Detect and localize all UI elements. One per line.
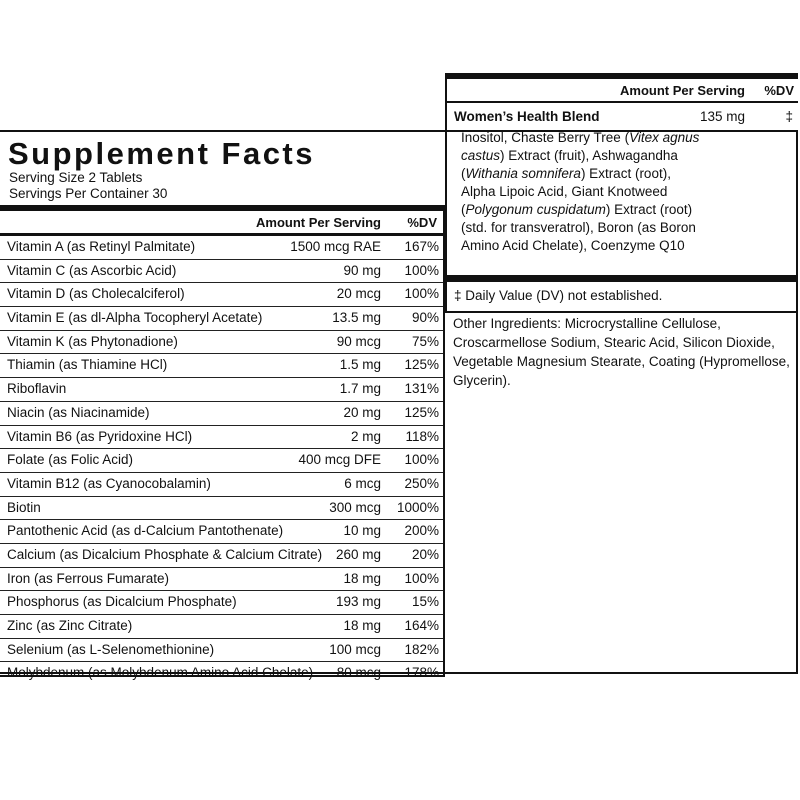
nutrient-dv: 1000% bbox=[396, 499, 439, 515]
nutrient-amount: 300 mcg bbox=[329, 499, 381, 515]
nutrient-dv: 118% bbox=[405, 428, 439, 444]
nutrient-amount: 20 mcg bbox=[336, 286, 381, 302]
nutrient-amount: 193 mg bbox=[335, 594, 381, 610]
nutrient-amount: 18 mg bbox=[343, 618, 381, 633]
nutrient-dv: 90% bbox=[411, 310, 439, 326]
nutrient-name: Pantothenic Acid (as d-Calcium Pantothenate) bbox=[7, 523, 284, 539]
nutrient-dv: 100% bbox=[404, 452, 439, 468]
nutrient-dv: 250% bbox=[404, 475, 439, 491]
nutrient-name: Vitamin K (as Phytonadione) bbox=[7, 333, 178, 349]
nutrient-amount: 400 mcg DFE bbox=[298, 452, 381, 468]
nutrient-dv: 15% bbox=[411, 594, 439, 610]
nutrient-dv: 75% bbox=[411, 333, 439, 349]
nutrient-amount: 1500 mcg RAE bbox=[290, 239, 381, 254]
nutrient-amount: 260 mg bbox=[335, 546, 381, 562]
blend-name: Women’s Health Blend bbox=[454, 109, 600, 124]
blend-ingredients: Inositol, Chaste Berry Tree (Vitex agnus castus) Extract (fruit), Ashwagandha (Withania somnifera) Extract (root), Alpha Lipoic Acid, Giant Knotweed (Polygonum cuspidatum) Extract (root) (std. for transveratrol), Boron (as Boron Amino Acid Chelate), Coenzyme Q10 bbox=[461, 130, 700, 253]
footnote-rule bbox=[447, 311, 798, 313]
nutrient-dv: 200% bbox=[404, 523, 439, 539]
nutrient-table bbox=[0, 205, 445, 681]
other-ingredients: Other Ingredients: Microcrystalline Cellulose, Croscarmellose Sodium, Stearic Acid, Silicon Dioxide, Vegetable Magnesium Stearate, Coating (Hypromellose, Glycerin). bbox=[453, 316, 790, 388]
nutrient-name: Vitamin B12 (as Cyanocobalamin) bbox=[7, 475, 211, 491]
nutrient-name: Selenium (as L-Selenomethionine) bbox=[7, 641, 215, 657]
nutrient-row bbox=[0, 615, 443, 639]
blend-dv: ‡ bbox=[785, 109, 793, 124]
nutrient-name: Molybdenum (as Molybdenum Amino Acid Chelate) bbox=[7, 665, 314, 681]
nutrient-table-header bbox=[0, 211, 443, 236]
nutrient-name: Calcium (as Dicalcium Phosphate & Calcium Citrate) bbox=[7, 546, 323, 562]
nutrient-amount: 100 mcg bbox=[329, 641, 381, 657]
nutrient-dv: 131% bbox=[404, 381, 439, 397]
nutrient-row bbox=[0, 520, 443, 544]
nutrient-dv: 100% bbox=[404, 570, 439, 586]
nutrient-name: Vitamin E (as dl-Alpha Tocopheryl Acetate) bbox=[7, 310, 263, 326]
amount-header: Amount Per Serving bbox=[256, 215, 381, 230]
nutrient-dv: 100% bbox=[404, 286, 439, 302]
nutrient-rows bbox=[0, 236, 443, 685]
nutrient-name: Thiamin (as Thiamine HCl) bbox=[7, 357, 168, 373]
nutrient-name: Zinc (as Zinc Citrate) bbox=[7, 618, 133, 633]
nutrient-amount: 2 mg bbox=[350, 428, 381, 444]
nutrient-dv: 164% bbox=[404, 618, 439, 633]
nutrient-dv: 182% bbox=[404, 641, 439, 657]
nutrient-row bbox=[0, 283, 443, 307]
nutrient-row bbox=[0, 260, 443, 284]
nutrient-name: Iron (as Ferrous Fumarate) bbox=[7, 570, 170, 586]
nutrient-row bbox=[0, 591, 443, 615]
nutrient-amount: 1.7 mg bbox=[339, 381, 381, 397]
nutrient-name: Niacin (as Niacinamide) bbox=[7, 404, 150, 420]
nutrient-row bbox=[0, 544, 443, 568]
nutrient-row bbox=[0, 449, 443, 473]
nutrient-row bbox=[0, 402, 443, 426]
nutrient-name: Vitamin A (as Retinyl Palmitate) bbox=[7, 239, 196, 254]
serving-info bbox=[9, 170, 167, 202]
dv-footnote: ‡ Daily Value (DV) not established. bbox=[454, 288, 663, 303]
nutrient-name: Phosphorus (as Dicalcium Phosphate) bbox=[7, 594, 237, 610]
nutrient-amount: 80 mcg bbox=[336, 665, 381, 681]
nutrient-row bbox=[0, 639, 443, 663]
blend-amount: 135 mg bbox=[699, 109, 745, 124]
nutrient-amount: 10 mg bbox=[343, 523, 381, 539]
blend-amount-header: Amount Per Serving bbox=[620, 83, 745, 98]
blend-section bbox=[445, 73, 798, 313]
nutrient-dv: 178% bbox=[404, 665, 439, 681]
nutrient-amount: 90 mcg bbox=[336, 333, 381, 349]
nutrient-amount: 1.5 mg bbox=[339, 357, 381, 373]
nutrient-row bbox=[0, 354, 443, 378]
panel-title: Supplement Facts bbox=[8, 136, 315, 171]
nutrient-amount: 20 mg bbox=[343, 404, 381, 420]
nutrient-row bbox=[0, 378, 443, 402]
nutrient-row bbox=[0, 236, 443, 260]
blend-row bbox=[447, 105, 798, 127]
nutrient-name: Folate (as Folic Acid) bbox=[7, 452, 134, 468]
nutrient-name: Vitamin B6 (as Pyridoxine HCl) bbox=[7, 428, 193, 444]
nutrient-name: Biotin bbox=[7, 499, 41, 515]
nutrient-row bbox=[0, 568, 443, 592]
nutrient-dv: 100% bbox=[404, 262, 439, 278]
nutrient-row bbox=[0, 473, 443, 497]
nutrient-row bbox=[0, 497, 443, 521]
nutrient-dv: 125% bbox=[404, 404, 439, 420]
nutrient-amount: 6 mcg bbox=[344, 475, 381, 491]
nutrient-dv: 125% bbox=[404, 357, 439, 373]
blend-bottom-rule bbox=[447, 275, 798, 282]
nutrient-name: Vitamin D (as Cholecalciferol) bbox=[7, 286, 185, 302]
nutrient-name: Riboflavin bbox=[7, 381, 67, 397]
dv-header: %DV bbox=[407, 215, 437, 230]
blend-table-header bbox=[447, 79, 798, 103]
nutrient-amount: 90 mg bbox=[343, 262, 381, 278]
nutrient-row bbox=[0, 331, 443, 355]
nutrient-dv: 20% bbox=[411, 546, 439, 562]
servings-per-container: Servings Per Container 30 bbox=[9, 186, 168, 201]
nutrient-amount: 18 mg bbox=[343, 570, 381, 586]
nutrient-dv: 167% bbox=[404, 239, 439, 254]
nutrient-row bbox=[0, 662, 443, 685]
serving-size: Serving Size 2 Tablets bbox=[9, 170, 143, 185]
nutrient-row bbox=[0, 307, 443, 331]
nutrient-row bbox=[0, 426, 443, 450]
nutrient-name: Vitamin C (as Ascorbic Acid) bbox=[7, 262, 177, 278]
blend-dv-header: %DV bbox=[764, 83, 794, 98]
nutrient-amount: 13.5 mg bbox=[332, 310, 381, 326]
